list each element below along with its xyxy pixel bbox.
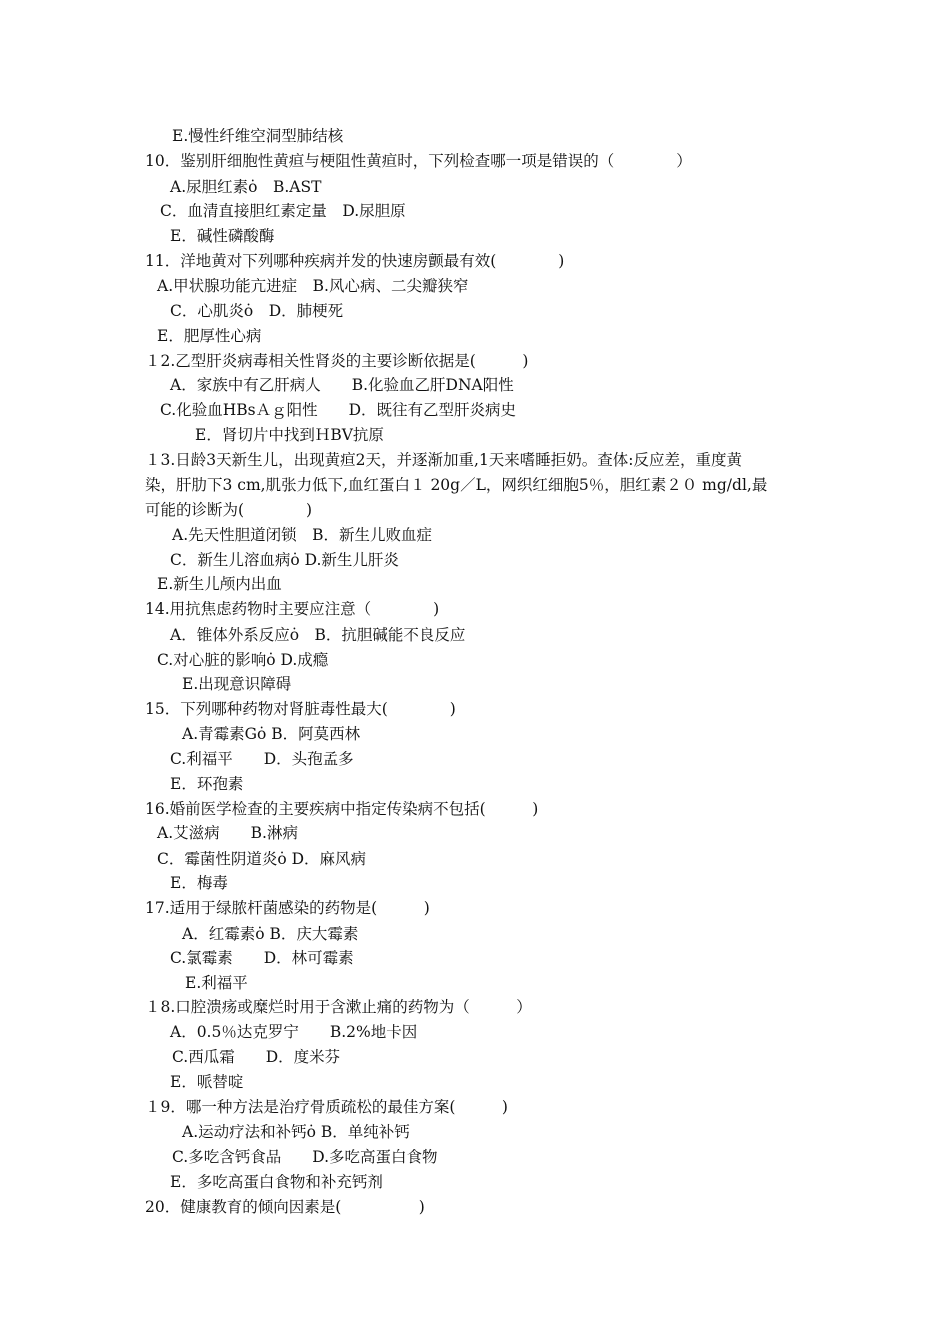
options-q11-a-b: A.甲状腺功能亢进症 B.风心病、二尖瓣狭窄 — [157, 277, 469, 295]
question-17: 17.适用于绿脓杆菌感染的药物是( ) — [145, 899, 430, 917]
question-19: １9．哪一种方法是治疗骨质疏松的最佳方案( ) — [145, 1098, 508, 1116]
options-q13-a-b: A.先天性胆道闭锁 B．新生儿败血症 — [172, 526, 433, 544]
options-q16-a-b: A.艾滋病 B.淋病 — [157, 824, 298, 842]
option-e-q18: E．哌替啶 — [170, 1073, 244, 1091]
options-q15-a-b: A.青霉素Gȯ B．阿莫西林 — [182, 725, 361, 743]
options-q10-c-d: C．血清直接胆红素定量 D.尿胆原 — [160, 202, 406, 220]
option-e-q9: E.慢性纤维空洞型肺结核 — [172, 127, 344, 145]
options-q17-c-d: C.氯霉素 D．林可霉素 — [170, 949, 354, 967]
question-11: 11．洋地黄对下列哪种疾病并发的快速房颤最有效( ) — [145, 252, 565, 270]
options-q15-c-d: C.利福平 D．头孢孟多 — [170, 750, 354, 768]
options-q12-a-b: A．家族中有乙肝病人 B.化验血乙肝DNA阳性 — [170, 376, 514, 394]
question-13-line-3: 可能的诊断为( ) — [145, 501, 313, 519]
question-13-line-1: １3.日龄3天新生儿，出现黄疸2天，并逐渐加重,1天来嗜睡拒奶。查体:反应差，重度黄 — [145, 451, 743, 469]
option-e-q13: E.新生儿颅内出血 — [157, 575, 282, 593]
options-q10-a-b: A.尿胆红素ȯ B.AST — [170, 178, 322, 196]
option-e-q10: E．碱性磷酸酶 — [170, 227, 275, 245]
option-e-q11: E．肥厚性心病 — [157, 327, 262, 345]
option-e-q19: E．多吃高蛋白食物和补充钙剂 — [170, 1173, 383, 1191]
options-q19-a-b: A.运动疗法和补钙ȯ B．单纯补钙 — [182, 1123, 410, 1141]
options-q11-c-d: C．心肌炎ȯ D．肺梗死 — [170, 302, 344, 320]
options-q13-c-d: C．新生儿溶血病ȯ D.新生儿肝炎 — [170, 551, 399, 569]
options-q12-c-d: C.化验血HBsＡｇ阳性 D．既往有乙型肝炎病史 — [160, 401, 517, 419]
option-e-q14: E.出现意识障碍 — [182, 675, 292, 693]
question-13-line-2: 染，肝肋下3 cm,肌张力低下,血红蛋白１ 20g／L，网织红细胞5％，胆红素２０ mg/dl,最 — [145, 476, 768, 494]
question-20: 20．健康教育的倾向因素是( ) — [145, 1198, 425, 1216]
options-q17-a-b: A．红霉素ȯ B．庆大霉素 — [182, 925, 359, 943]
options-q19-c-d: C.多吃含钙食品 D.多吃高蛋白食物 — [172, 1148, 438, 1166]
options-q18-a-b: A．0.5％达克罗宁 B.2%地卡因 — [170, 1023, 418, 1041]
question-15: 15．下列哪种药物对肾脏毒性最大( ) — [145, 700, 456, 718]
option-e-q16: E．梅毒 — [170, 874, 228, 892]
option-e-q15: E．环孢素 — [170, 775, 244, 793]
question-10: 10．鉴别肝细胞性黄疸与梗阻性黄疸时，下列检查哪一项是错误的（ ） — [145, 152, 692, 170]
question-18: １8.口腔溃疡或糜烂时用于含漱止痛的药物为（ ） — [145, 998, 532, 1016]
options-q14-a-b: A．锥体外系反应ȯ B．抗胆碱能不良反应 — [170, 626, 466, 644]
options-q14-c-d: C.对心脏的影响ȯ D.成瘾 — [157, 651, 329, 669]
option-e-q12: E．肾切片中找到ＨBV抗原 — [195, 426, 384, 444]
option-e-q17: E.利福平 — [185, 974, 248, 992]
options-q16-c-d: C．霉菌性阴道炎ȯ D．麻风病 — [157, 850, 367, 868]
options-q18-c-d: C.西瓜霜 D．度米芬 — [172, 1048, 341, 1066]
question-14: 14.用抗焦虑药物时主要应注意（ ) — [145, 600, 440, 618]
question-16: 16.婚前医学检查的主要疾病中指定传染病不包括( ) — [145, 800, 539, 818]
question-12: １2.乙型肝炎病毒相关性肾炎的主要诊断依据是( ) — [145, 352, 529, 370]
